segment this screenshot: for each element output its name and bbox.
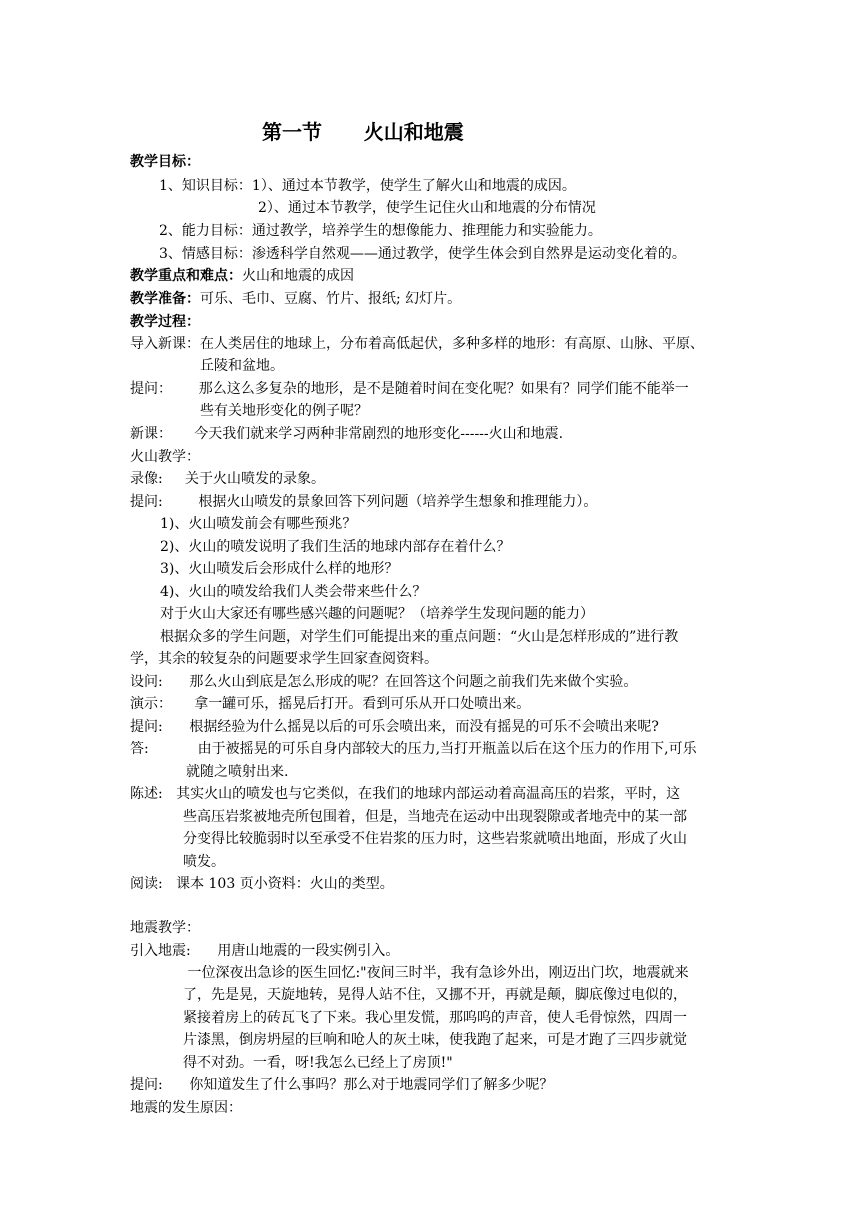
statement-line-4: 喷发。 xyxy=(183,854,225,870)
objective-knowledge-2: 2）、通过本节教学，使学生记住火山和地震的分布情况 xyxy=(258,200,596,216)
question-3: 提问: 根据经验为什么摇晃以后的可乐会喷出来，而没有摇晃的可乐不会喷出来呢? xyxy=(130,719,659,735)
new-lesson: 新课： 今天我们就来学习两种非常剧烈的地形变化------火山和地震. xyxy=(130,426,564,442)
statement-line-1: 陈述: 其实火山的喷发也与它类似，在我们的地球内部运动着高温高压的岩浆，平时，这 xyxy=(130,786,681,802)
question-4: 提问: 你知道发生了什么事吗？那么对于地震同学们了解多少呢？ xyxy=(130,1077,554,1093)
demo: 演示： 拿一罐可乐，摇晃后打开。看到可乐从开口处喷出来。 xyxy=(130,696,531,712)
objective-emotion: 3、情感目标：渗透科学自然观——通过教学，使学生体会到自然界是运动变化着的。 xyxy=(159,246,686,262)
question-2: 提问: 根据火山喷发的景象回答下列问题（培养学生想象和推理能力）。 xyxy=(130,494,598,510)
objectives-heading: 教学目标： xyxy=(130,154,200,170)
earthquake-heading: 地震教学： xyxy=(130,920,200,936)
key-points-value: 火山和地震的成因 xyxy=(242,268,354,284)
page-title: 第一节 火山和地震 xyxy=(262,120,464,144)
statement-line-3: 分变得比较脆弱时以至承受不住岩浆的压力时，这些岩浆就喷出地面，形成了火山 xyxy=(183,831,687,847)
q-item-2: 2)、火山的喷发说明了我们生活的地球内部存在着什么？ xyxy=(160,539,511,555)
q-item-1: 1)、火山喷发前会有哪些预兆？ xyxy=(160,516,357,532)
preparation-value: 可乐、毛巾、豆腐、竹片、报纸; 幻灯片。 xyxy=(200,291,462,307)
objective-knowledge-1: 1、知识目标：1）、通过本节教学，使学生了解火山和地震的成因。 xyxy=(159,178,576,194)
key-points-label: 教学重点和难点： xyxy=(130,268,242,284)
story-line-3: 紧接着房上的砖瓦飞了下来。我心里发慌，那呜呜的声音，使人毛骨惊然，四周一 xyxy=(183,1010,687,1026)
answer-line-2: 就随之喷射出来. xyxy=(186,764,289,780)
preparation-label: 教学准备： xyxy=(130,291,200,307)
q-item-3: 3)、火山喷发后会形成什么样的地形？ xyxy=(160,561,399,577)
answer-line-1: 答: 由于被摇晃的可乐自身内部较大的压力,当打开瓶盖以后在这个压力的作用下,可乐 xyxy=(130,741,697,757)
process-heading: 教学过程： xyxy=(130,314,200,330)
focus-line-1: 根据众多的学生问题，对学生们可能提出来的重点问题：“火山是怎样形成的”进行教 xyxy=(160,629,679,645)
hypothesis: 设问: 那么火山到底是怎么形成的呢？在回答这个问题之前我们先来做个实验。 xyxy=(130,674,638,690)
intro-line-2: 丘陵和盆地。 xyxy=(200,358,284,374)
cause-heading: 地震的发生原因： xyxy=(130,1100,242,1116)
earthquake-intro: 引入地震: 用唐山地震的一段实例引入。 xyxy=(130,943,400,959)
q-item-4: 4)、火山的喷发给我们人类会带来些什么？ xyxy=(160,584,427,600)
statement-line-2: 些高压岩浆被地壳所包围着，但是，当地壳在运动中出现裂隙或者地壳中的某一部 xyxy=(183,809,687,825)
key-points-line xyxy=(130,266,354,286)
volcano-heading: 火山教学： xyxy=(130,449,200,465)
story-line-4: 片漆黑，倒房坍屋的巨响和呛人的灰土味，使我跑了起来，可是才跑了三四步就觉 xyxy=(183,1032,687,1048)
focus-line-2: 学，其余的较复杂的问题要求学生回家查阅资料。 xyxy=(130,651,438,667)
story-line-1: 一位深夜出急诊的医生回忆:"夜间三时半，我有急诊外出，刚迈出门坎，地震就来 xyxy=(183,965,689,981)
reading: 阅读: 课本 103 页小资料：火山的类型。 xyxy=(130,876,394,892)
intro-line-1: 导入新课：在人类居住的地球上，分布着高低起伏，多种多样的地形：有高原、山脉、平原、 xyxy=(130,336,704,352)
preparation-line xyxy=(130,289,461,309)
story-line-5: 得不对劲。一看，呀!我怎么已经上了房顶!" xyxy=(183,1055,453,1071)
story-line-2: 了，先是晃，天旋地转，晃得人站不住，又挪不开，再就是颠，脚底像过电似的， xyxy=(183,987,687,1003)
objective-ability: 2、能力目标：通过教学，培养学生的想像能力、推理能力和实验能力。 xyxy=(159,223,602,239)
question-1-line-2: 些有关地形变化的例子呢？ xyxy=(200,403,368,419)
interest-question: 对于火山大家还有哪些感兴趣的问题呢？（培养学生发现问题的能力） xyxy=(160,606,594,622)
question-1-line-1: 提问： 那么这么多复杂的地形，是不是随着时间在变化呢？如果有？同学们能不能举一 xyxy=(130,381,689,397)
video: 录像: 关于火山喷发的录象。 xyxy=(130,471,325,487)
